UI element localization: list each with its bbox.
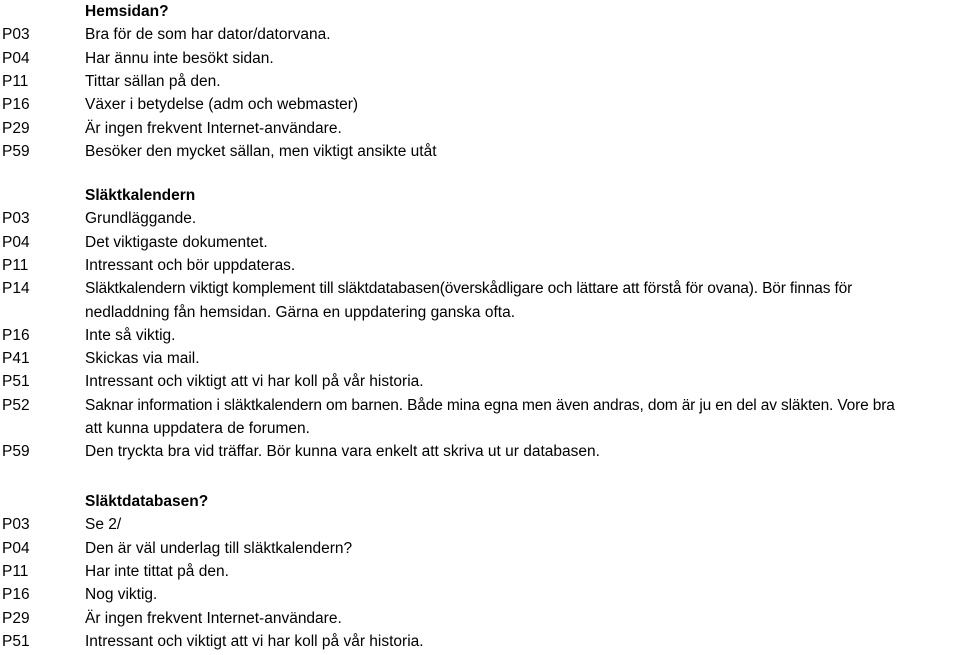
document-row bbox=[0, 560, 960, 584]
document-row bbox=[0, 583, 960, 607]
document-row bbox=[0, 607, 960, 631]
response-text: Den är väl underlag till släktkalendern? bbox=[85, 539, 353, 557]
response-text: Släktkalendern viktigt komplement till släktdatabasen(överskådligare och lättare att förstå för ovana). Bör finnas för bbox=[85, 280, 853, 298]
section-heading-text: Hemsidan? bbox=[85, 3, 169, 20]
document-row bbox=[0, 394, 960, 418]
participant-code: P16 bbox=[2, 586, 30, 604]
response-text: Har inte tittat på den. bbox=[85, 562, 229, 580]
response-text: att kunna uppdatera de forumen. bbox=[85, 420, 310, 437]
document-row bbox=[0, 23, 960, 47]
document-row bbox=[0, 140, 960, 164]
participant-code: P14 bbox=[2, 280, 30, 298]
participant-code: P04 bbox=[2, 49, 30, 67]
response-text: Intressant och bör uppdateras. bbox=[85, 256, 296, 274]
document-row bbox=[0, 277, 960, 301]
participant-code: P04 bbox=[2, 539, 30, 557]
participant-code: P11 bbox=[2, 562, 29, 580]
document-row bbox=[0, 440, 960, 464]
document-row bbox=[0, 93, 960, 117]
response-text: Bra för de som har dator/datorvana. bbox=[85, 26, 331, 44]
response-text: Den tryckta bra vid träffar. Bör kunna vara enkelt att skriva ut ur databasen. bbox=[85, 443, 600, 461]
response-text: Grundläggande. bbox=[85, 210, 197, 228]
response-text: Skickas via mail. bbox=[85, 350, 200, 368]
response-text: Inte så viktig. bbox=[85, 326, 176, 344]
participant-code: P41 bbox=[2, 350, 30, 368]
document-row bbox=[0, 630, 960, 654]
document-row bbox=[0, 370, 960, 394]
participant-code: P16 bbox=[2, 96, 30, 114]
response-text: Besöker den mycket sällan, men viktigt ansikte utåt bbox=[85, 142, 437, 160]
section-heading-text: Släktkalendern bbox=[85, 187, 196, 204]
document-row bbox=[0, 117, 960, 141]
response-text: Har ännu inte besökt sidan. bbox=[85, 49, 274, 67]
document-row bbox=[0, 47, 960, 71]
participant-code: P29 bbox=[2, 119, 30, 137]
participant-code: P11 bbox=[2, 256, 29, 274]
document-row bbox=[0, 513, 960, 537]
section-heading bbox=[0, 184, 960, 208]
section-heading bbox=[0, 0, 960, 24]
response-text: Tittar sällan på den. bbox=[85, 72, 221, 90]
participant-code: P59 bbox=[2, 443, 30, 461]
response-text: Intressant och viktigt att vi har koll på vår historia. bbox=[85, 632, 424, 650]
section-heading bbox=[0, 490, 960, 514]
response-text: Är ingen frekvent Internet-användare. bbox=[85, 119, 342, 137]
section-heading-text: Släktdatabasen? bbox=[85, 493, 209, 510]
participant-code: P51 bbox=[2, 373, 30, 391]
response-text: Se 2/ bbox=[85, 516, 122, 534]
participant-code: P04 bbox=[2, 233, 30, 251]
participant-code: P03 bbox=[2, 210, 30, 228]
document-row bbox=[0, 231, 960, 255]
response-text: Är ingen frekvent Internet-användare. bbox=[85, 609, 342, 627]
document-row bbox=[0, 347, 960, 371]
response-text: Nog viktig. bbox=[85, 586, 158, 604]
response-text: Växer i betydelse (adm och webmaster) bbox=[85, 96, 359, 114]
response-text: nedladdning fån hemsidan. Gärna en uppdatering ganska ofta. bbox=[85, 303, 516, 321]
document-row bbox=[0, 207, 960, 231]
response-text: Saknar information i släktkalendern om barnen. Både mina egna men även andras, dom är ju en del av släkten. Vore bra bbox=[85, 396, 895, 414]
document-row bbox=[0, 70, 960, 94]
response-text: Intressant och viktigt att vi har koll på vår historia. bbox=[85, 373, 424, 391]
document-row bbox=[0, 537, 960, 561]
participant-code: P03 bbox=[2, 516, 30, 534]
participant-code: P16 bbox=[2, 326, 30, 344]
response-text: Det viktigaste dokumentet. bbox=[85, 233, 268, 251]
document-row bbox=[0, 417, 960, 441]
document-row bbox=[0, 301, 960, 325]
document-row bbox=[0, 254, 960, 278]
participant-code: P51 bbox=[2, 632, 30, 650]
participant-code: P03 bbox=[2, 26, 30, 44]
participant-code: P59 bbox=[2, 142, 30, 160]
document-row bbox=[0, 324, 960, 348]
participant-code: P52 bbox=[2, 396, 30, 414]
participant-code: P29 bbox=[2, 609, 30, 627]
participant-code: P11 bbox=[2, 72, 29, 90]
